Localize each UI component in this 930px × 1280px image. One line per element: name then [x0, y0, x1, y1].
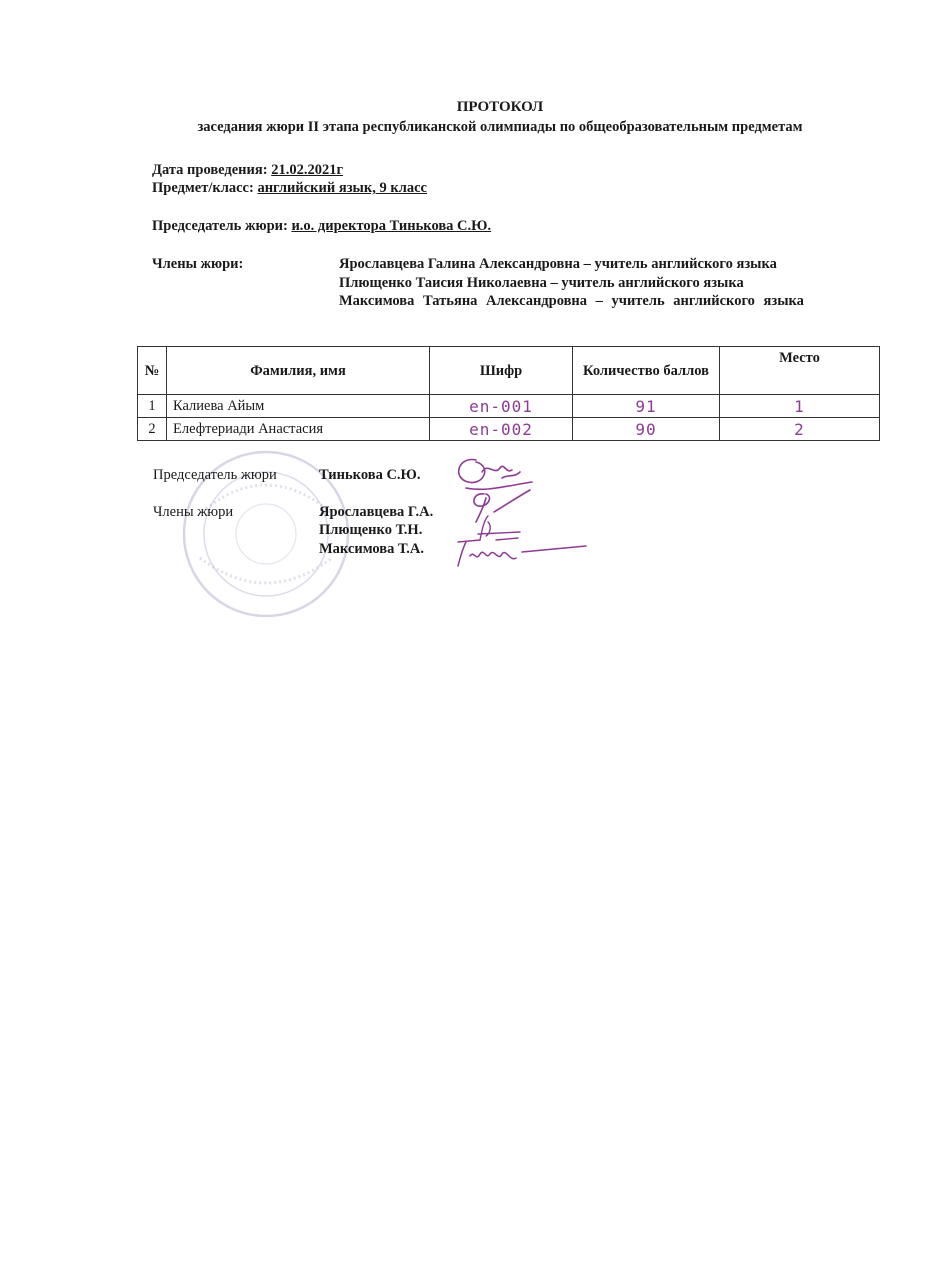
header-code: Шифр: [430, 347, 573, 395]
row-score: 91: [573, 395, 720, 418]
signature-member-name: Плющенко Т.Н.: [319, 522, 423, 538]
signature-member-name: Ярославцева Г.А.: [319, 504, 434, 520]
chairman-line: [152, 218, 491, 235]
subject-value: английский язык, 9 класс: [257, 180, 427, 196]
row-code: en-001: [430, 395, 573, 418]
member-line: Плющенко Таисия Николаевна – учитель английского языка: [339, 275, 744, 291]
member-line: Максимова Татьяна Александровна – учитель английского языка: [339, 293, 804, 309]
chairman-label: Председатель жюри:: [152, 218, 288, 234]
results-table: [137, 346, 880, 441]
row-place: 2: [720, 418, 880, 441]
document-title: ПРОТОКОЛ: [456, 99, 544, 115]
signature-members-label: Члены жюри: [153, 504, 234, 520]
signature-chairman-name: Тинькова С.Ю.: [319, 467, 421, 483]
subject-label: Предмет/класс:: [152, 180, 254, 196]
date-label: Дата проведения:: [152, 162, 268, 178]
row-place: 1: [720, 395, 880, 418]
header-score: Количество баллов: [573, 347, 720, 395]
table-row: [138, 418, 880, 441]
members-label: Члены жюри:: [152, 256, 244, 272]
document-subtitle: заседания жюри II этапа республиканской олимпиады по общеобразовательным предметам: [197, 119, 803, 135]
subject-line: [152, 180, 427, 197]
row-score: 90: [573, 418, 720, 441]
row-number: 2: [138, 418, 167, 441]
date-line: [152, 162, 343, 179]
row-name: Елефтериади Анастасия: [167, 418, 430, 441]
row-code: en-002: [430, 418, 573, 441]
header-place: Место: [720, 347, 880, 395]
header-number: №: [138, 347, 167, 395]
header-name: Фамилия, имя: [167, 347, 430, 395]
row-number: 1: [138, 395, 167, 418]
member-line: Ярославцева Галина Александровна – учитель английского языка: [339, 256, 777, 272]
chairman-value: и.о. директора Тинькова С.Ю.: [291, 218, 492, 234]
signature-chairman-label: Председатель жюри: [153, 467, 277, 483]
table-header-row: [138, 347, 880, 395]
date-value: 21.02.2021г: [271, 162, 344, 178]
table-row: [138, 395, 880, 418]
member-signature: [452, 536, 592, 572]
row-name: Калиева Айым: [167, 395, 430, 418]
signature-member-name: Максимова Т.А.: [319, 541, 424, 557]
